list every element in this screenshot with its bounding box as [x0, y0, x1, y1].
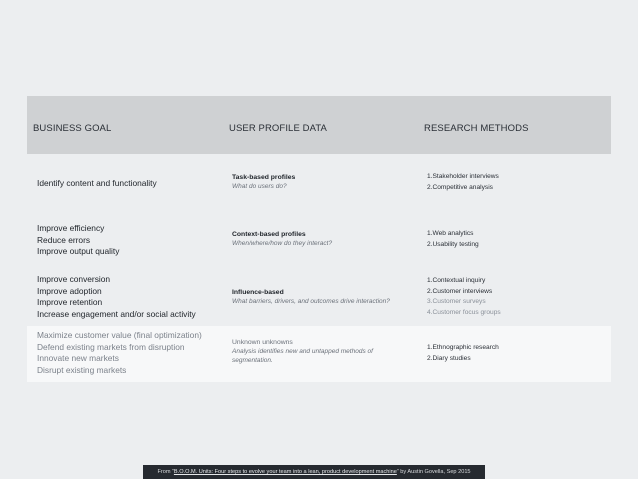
method-item: 2.Diary studies [427, 354, 471, 362]
method-item: 1.Web analytics [427, 230, 474, 237]
goal-item: Improve efficiency [37, 223, 105, 233]
profile-cell [232, 173, 412, 191]
table-row [27, 272, 611, 324]
business-goal-cell [37, 274, 196, 320]
table-row [27, 218, 611, 262]
goal-item: Increase engagement and/or social activity [37, 308, 196, 319]
methods-cell [427, 172, 499, 193]
goal-item: Disrupt existing markets [37, 364, 127, 375]
source-link[interactable]: B.O.O.M. Units: Four steps to evolve your team into a lean, product development machine [173, 469, 397, 475]
business-goal-cell [37, 223, 119, 258]
method-item: 2.Usability testing [427, 240, 479, 248]
goal-item: Innovate new markets [37, 353, 119, 363]
method-item: 2.Competitive analysis [427, 183, 493, 191]
method-item: 2.Customer interviews [427, 287, 493, 295]
header-business-goal: BUSINESS GOAL [33, 123, 112, 134]
source-footer [143, 465, 485, 479]
goal-item: Reduce errors [37, 234, 91, 245]
profile-title: Unknown unknowns [232, 339, 293, 346]
profile-description: Analysis identifies new and untapped methods of [232, 348, 373, 355]
method-item: 3.Customer surveys [427, 298, 486, 305]
header-research-methods: RESEARCH METHODS [424, 123, 529, 134]
goal-item: Identify content and functionality [37, 178, 157, 188]
profile-title: Influence-based [232, 289, 284, 296]
profile-description: What do users do? [232, 183, 287, 190]
method-item: 1.Contextual inquiry [427, 277, 486, 284]
goal-item: Maximize customer value (final optimization) [37, 330, 202, 340]
method-item: 1.Ethnographic research [427, 344, 499, 351]
profile-description: What barriers, drivers, and outcomes drive interaction? [232, 298, 390, 305]
header-user-profile-data: USER PROFILE DATA [229, 123, 327, 134]
profile-cell [232, 338, 412, 365]
business-goal-cell [37, 330, 202, 376]
profile-description: segmentation. [232, 357, 273, 364]
profile-cell [232, 230, 412, 248]
profile-title: Context-based profiles [232, 231, 306, 238]
goal-item: Improve adoption [37, 285, 102, 296]
profile-title: Task-based profiles [232, 174, 296, 181]
profile-cell [232, 288, 412, 306]
methods-cell [427, 229, 479, 250]
table-header [27, 96, 611, 154]
table-row [27, 326, 611, 382]
footer-suffix: ” by Austin Govella, Sep 2015 [396, 469, 471, 475]
goal-item: Improve conversion [37, 274, 111, 284]
business-goal-cell [37, 178, 157, 190]
goal-item: Improve output quality [37, 246, 120, 256]
table-row [27, 168, 611, 208]
profile-description: When/where/how do they interact? [232, 240, 333, 247]
method-item: 4.Customer focus groups [427, 308, 501, 316]
goal-item: Improve retention [37, 297, 103, 307]
footer-prefix: From “ [157, 469, 174, 475]
method-item: 1.Stakeholder interviews [427, 173, 499, 180]
methods-cell [427, 343, 499, 364]
goal-item: Defend existing markets from disruption [37, 341, 185, 352]
methods-cell [427, 276, 501, 318]
